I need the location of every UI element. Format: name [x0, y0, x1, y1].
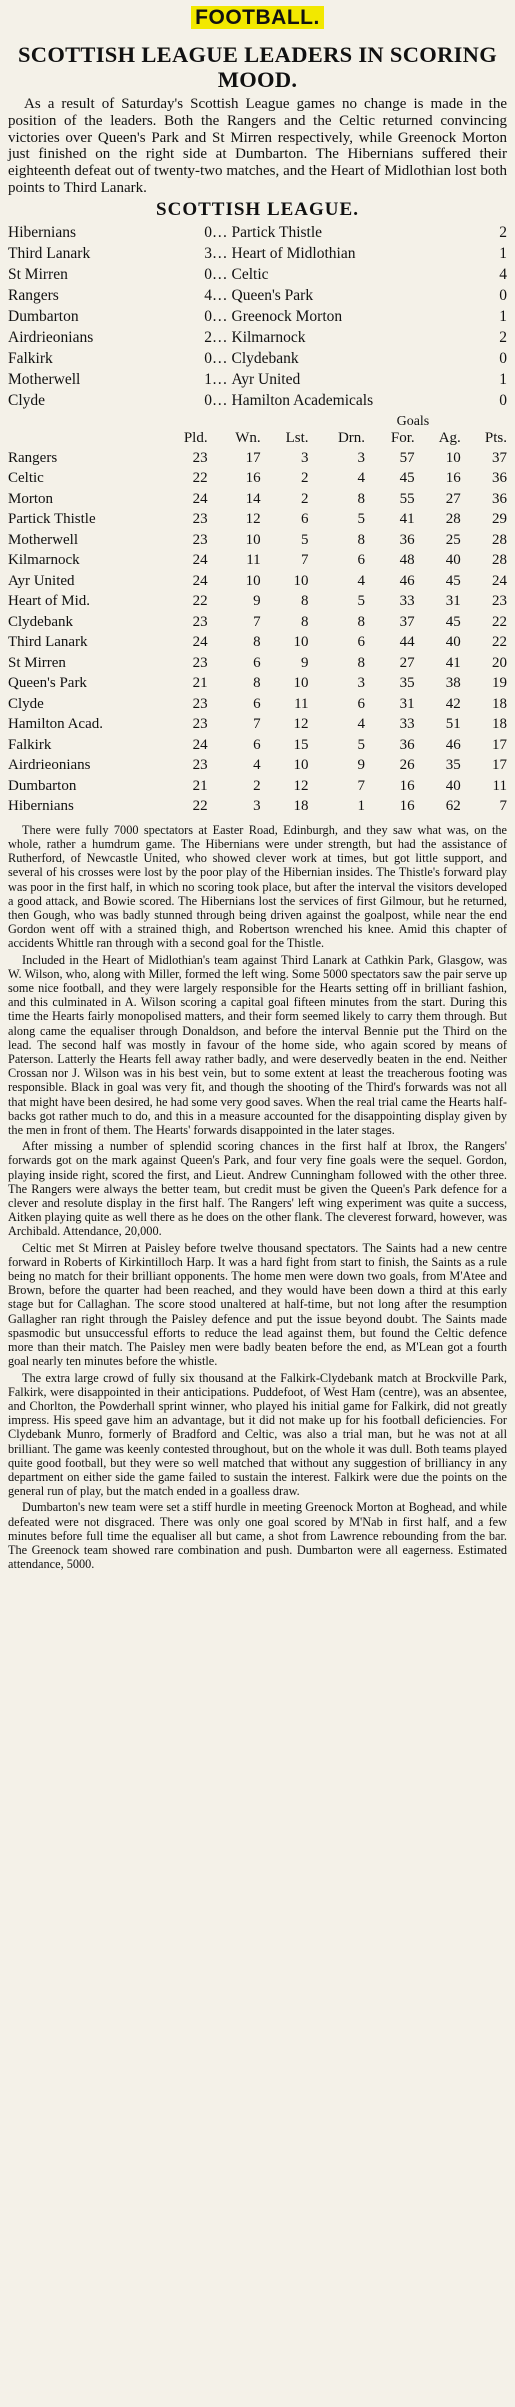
home-score: 0	[204, 392, 212, 410]
result-row	[8, 265, 507, 286]
stat-cell: 24	[192, 736, 208, 753]
stat-cell: 36	[399, 736, 415, 753]
stat-cell: 33	[399, 593, 415, 610]
match-report-paragraph: Celtic met St Mirren at Paisley before twelve thousand spectators. The Saints had a new centre forward in Roberts of Kirkintilloch Harp. It was a hard fight from start to finish, the Saints as a rule being no match for their brilliant opponents. The home men were down two goals, from M'Atee and Brown, before the quarter had been reached, and they would have been down a third at this early stage but for Callaghan. The score stood unaltered at half-time, but not long after the resumption Gallagher ran right through the Paisley defence and put the issue beyond doubt. The Saints made spasmodic but unsuccessful efforts to reduce the lead against them, but found the Celtic defence more than their match. The Paisley men were badly beaten before the end, as M'Lean got a fourth goal nearly ten minutes before the whistle.	[8, 1240, 507, 1369]
stat-cell: 9	[357, 757, 366, 774]
stat-cell: 46	[399, 572, 415, 589]
away-team: Ayr United	[231, 371, 301, 389]
stat-cell: 21	[192, 675, 208, 692]
home-score: 4	[204, 287, 212, 305]
stat-cell: 21	[192, 777, 208, 794]
stat-cell: 2	[253, 777, 261, 794]
result-separator: …	[212, 224, 228, 242]
home-team: St Mirren	[8, 266, 68, 284]
stat-cell: 6	[253, 654, 261, 671]
standings-header-row	[8, 430, 507, 448]
stat-cell: 35	[445, 757, 461, 774]
stat-cell: 6	[357, 634, 366, 651]
stat-cell: 18	[293, 798, 309, 815]
stat-cell: 1	[357, 798, 366, 815]
team-name: Rangers	[8, 449, 58, 466]
team-name: Clyde	[8, 695, 44, 712]
stat-cell: 23	[192, 695, 208, 712]
home-score: 2	[204, 329, 212, 347]
stat-cell: 5	[301, 531, 309, 548]
stat-cell: 4	[253, 757, 261, 774]
standings-row	[8, 673, 507, 694]
stat-cell: 19	[492, 675, 507, 692]
away-score: 1	[499, 371, 507, 389]
stat-cell: 18	[492, 695, 507, 712]
stat-cell: 10	[245, 572, 261, 589]
stat-cell: 28	[492, 531, 507, 548]
stat-cell: 27	[445, 490, 461, 507]
stat-cell: 8	[357, 613, 366, 630]
column-header: Drn.	[337, 430, 366, 447]
stat-cell: 23	[192, 757, 208, 774]
away-score: 0	[499, 350, 507, 368]
stat-cell: 8	[357, 531, 366, 548]
home-team: Motherwell	[8, 371, 81, 389]
stat-cell: 24	[192, 572, 208, 589]
stat-cell: 36	[492, 470, 507, 487]
stat-cell: 8	[357, 654, 366, 671]
result-separator: …	[212, 245, 228, 263]
stat-cell: 7	[357, 777, 366, 794]
home-team: Rangers	[8, 287, 59, 305]
stat-cell: 24	[192, 552, 208, 569]
stat-cell: 25	[445, 531, 461, 548]
result-row	[8, 223, 507, 244]
away-score: 0	[499, 287, 507, 305]
stat-cell: 17	[492, 757, 507, 774]
stat-cell: 45	[445, 572, 461, 589]
stat-cell: 3	[357, 675, 366, 692]
standings-row	[8, 448, 507, 469]
result-row	[8, 244, 507, 265]
stat-cell: 5	[357, 736, 366, 753]
stat-cell: 5	[357, 593, 366, 610]
stat-cell: 3	[253, 798, 261, 815]
stat-cell: 3	[301, 449, 309, 466]
goals-header: Goals	[396, 413, 430, 429]
result-row	[8, 349, 507, 370]
stat-cell: 20	[492, 654, 507, 671]
away-team: Greenock Morton	[231, 308, 343, 326]
stat-cell: 26	[399, 757, 415, 774]
result-separator: …	[212, 287, 228, 305]
stat-cell: 41	[445, 654, 461, 671]
home-team: Third Lanark	[8, 245, 91, 263]
stat-cell: 12	[293, 777, 309, 794]
standings-row	[8, 755, 507, 776]
stat-cell: 48	[399, 552, 415, 569]
stat-cell: 40	[445, 777, 461, 794]
stat-cell: 8	[253, 675, 261, 692]
stat-cell: 15	[293, 736, 309, 753]
stat-cell: 8	[357, 490, 366, 507]
stat-cell: 28	[445, 511, 461, 528]
stat-cell: 12	[293, 716, 309, 733]
stat-cell: 23	[192, 654, 208, 671]
stat-cell: 8	[253, 634, 261, 651]
stat-cell: 10	[293, 757, 309, 774]
stat-cell: 22	[492, 613, 507, 630]
result-row	[8, 286, 507, 307]
team-name: Heart of Mid.	[8, 593, 91, 610]
stat-cell: 9	[301, 654, 309, 671]
stat-cell: 42	[445, 695, 461, 712]
stat-cell: 6	[357, 695, 366, 712]
home-team: Hibernians	[8, 224, 77, 242]
stat-cell: 7	[253, 613, 261, 630]
home-team: Airdrieonians	[8, 329, 94, 347]
match-report-paragraph: There were fully 7000 spectators at Easter Road, Edinburgh, and they saw what was, on the whole, rather a humdrum game. The Hibernians were under strength, but had the assistance of Rutherford, of Newcastle United, who showed clever work at times, but got little support, and several of his crosses were lost by the poor play of the Hibernian insides. The Thistle's forward play was poor in the first half, in which no scoring took place, but after the interval the visitors developed a good attack, and Bowie scored. The Hibernians lost the services of first Gilmour, but he returned, then Gough, who was badly stunned through being driven against the goalpost, while near the end Gordon went off with a strained thigh, and Robertson wrenched his knee. Amid this chapter of accidents Whittle ran through with a second goal for the Thistle.	[8, 822, 507, 951]
stat-cell: 22	[192, 470, 208, 487]
stat-cell: 6	[301, 511, 309, 528]
home-score: 0	[204, 308, 212, 326]
standings-row	[8, 489, 507, 510]
stat-cell: 62	[445, 798, 461, 815]
result-row	[8, 370, 507, 391]
stat-cell: 36	[492, 490, 507, 507]
match-report-paragraph: The extra large crowd of fully six thousand at the Falkirk-Clydebank match at Brockville Park, Falkirk, were disappointed in their anticipations. Puddefoot, of West Ham (centre), was an absentee, and Chorlton, the Powderhall sprint winner, who played his initial game for Falkirk, did not greatly impress. His speed gave him an advantage, but it did not make up for his football deficiencies. For Clydebank Munro, formerly of Bradford and Celtic, was also a trial man, but he was not at all brilliant. The game was keenly contested throughout, but on the whole it was dull. Both teams played quite good football, but they were so well matched that without any suggestion of brilliancy in any department on either side the game failed to sustain the interest. Falkirk were due the points on the general run of play, but the match ended in a goalless draw.	[8, 1370, 507, 1499]
away-team: Heart of Midlothian	[231, 245, 356, 263]
away-team: Partick Thistle	[231, 224, 323, 242]
result-separator: …	[212, 308, 228, 326]
result-separator: …	[212, 392, 228, 410]
newspaper-column	[0, 6, 515, 1571]
team-name: Hibernians	[8, 798, 74, 815]
stat-cell: 18	[492, 716, 507, 733]
goals-header-row	[8, 414, 507, 430]
match-report-paragraph: After missing a number of splendid scoring chances in the first half at Ibrox, the Rangers' forwards got on the mark against Queen's Park, and four very fine goals were the sequel. Gordon, playing inside right, scored the first, and Lieut. Andrew Cunningham followed with the other three. The Rangers were always the better team, but credit must be given the Queen's Park defence for a clever and resolute display in the first half. The Rangers' left wing experiment was quite a success, Aitken playing quite as well there as he does on the other flank. The cleverest forward, however, was Archibald. Attendance, 20,000.	[8, 1139, 507, 1239]
stat-cell: 41	[399, 511, 415, 528]
stat-cell: 16	[399, 798, 415, 815]
standings-row	[8, 632, 507, 653]
stat-cell: 22	[492, 634, 507, 651]
stat-cell: 9	[253, 593, 261, 610]
match-report-paragraph: Dumbarton's new team were set a stiff hurdle in meeting Greenock Morton at Boghead, and while defeated were not disgraced. There was only one goal scored by M'Nab in first half, and a few minutes before full time the equaliser all but came, a shot from Lawrence rebounding from the bar. The Greenock team showed rare combination and push. Dumbarton were all eagerness. Estimated attendance, 5000.	[8, 1500, 507, 1572]
stat-cell: 57	[399, 449, 415, 466]
stat-cell: 22	[192, 798, 208, 815]
home-score: 3	[204, 245, 212, 263]
stat-cell: 40	[445, 552, 461, 569]
standings-row	[8, 735, 507, 756]
stat-cell: 40	[445, 634, 461, 651]
standings-row	[8, 509, 507, 530]
away-team: Kilmarnock	[231, 329, 306, 347]
stat-cell: 31	[399, 695, 415, 712]
home-score: 0	[204, 224, 212, 242]
stat-cell: 38	[445, 675, 461, 692]
stat-cell: 45	[445, 613, 461, 630]
stat-cell: 10	[245, 531, 261, 548]
stat-cell: 10	[293, 572, 309, 589]
article-body	[8, 823, 507, 1572]
league-title: SCOTTISH LEAGUE.	[156, 198, 359, 220]
stat-cell: 4	[357, 470, 366, 487]
stat-cell: 33	[399, 716, 415, 733]
standings-row	[8, 612, 507, 633]
away-score: 2	[499, 329, 507, 347]
stat-cell: 23	[192, 449, 208, 466]
article-intro: As a result of Saturday's Scottish League games no change is made in the position of the leaders. Both the Rangers and the Celtic returned convincing victories over Queen's Park and St Mirren respectively, while Greenock Morton just finished on the right side at Dumbarton. The Hibernians suffered their eighteenth defeat out of twenty-two matches, and the Heart of Midlothian lost both points to Third Lanark.	[8, 96, 507, 196]
stat-cell: 14	[245, 490, 261, 507]
stat-cell: 35	[399, 675, 415, 692]
stat-cell: 37	[492, 449, 507, 466]
article-headline: SCOTTISH LEAGUE LEADERS IN SCORING MOOD.	[17, 42, 498, 92]
stat-cell: 23	[192, 716, 208, 733]
standings-row	[8, 468, 507, 489]
team-name: Airdrieonians	[8, 757, 91, 774]
stat-cell: 10	[293, 675, 309, 692]
standings-row	[8, 550, 507, 571]
column-header: Ag.	[438, 430, 461, 447]
result-separator: …	[212, 266, 228, 284]
stat-cell: 6	[253, 736, 261, 753]
stat-cell: 24	[192, 634, 208, 651]
stat-cell: 16	[445, 470, 461, 487]
stat-cell: 6	[253, 695, 261, 712]
stat-cell: 8	[301, 613, 309, 630]
team-name: Hamilton Acad.	[8, 716, 103, 733]
home-team: Falkirk	[8, 350, 53, 368]
column-header: Pld.	[183, 430, 208, 447]
home-team: Clyde	[8, 392, 46, 410]
stat-cell: 27	[399, 654, 415, 671]
column-header: Wn.	[235, 430, 261, 447]
stat-cell: 29	[492, 511, 507, 528]
standings-row	[8, 530, 507, 551]
stat-cell: 11	[294, 695, 309, 712]
team-name: Ayr United	[8, 572, 75, 589]
stat-cell: 5	[357, 511, 366, 528]
team-name: Clydebank	[8, 613, 73, 630]
home-score: 0	[204, 266, 212, 284]
stat-cell: 4	[357, 572, 366, 589]
stat-cell: 55	[399, 490, 415, 507]
stat-cell: 31	[445, 593, 461, 610]
stat-cell: 7	[301, 552, 309, 569]
home-score: 1	[204, 371, 212, 389]
team-name: Queen's Park	[8, 675, 87, 692]
stat-cell: 44	[399, 634, 415, 651]
stat-cell: 16	[399, 777, 415, 794]
stat-cell: 37	[399, 613, 415, 630]
standings-row	[8, 591, 507, 612]
match-report-paragraph: Included in the Heart of Midlothian's team against Third Lanark at Cathkin Park, Glasgow, was W. Wilson, who, along with Miller, formed the left wing. Some 5000 spectators saw the pair serve up some nice football, and they were largely responsible for the Hearts setting off in brilliant fashion, and this culminated in A. Wilson scoring a capital goal fifteen minutes from the start. During this time the Hearts fairly monopolised matters, and their form seemed likely to carry them through. But along came the equaliser through Donaldson, and before the interval Bennie put the Third on the lead. The second half was mostly in favour of the home side, who again scored by means of Paterson. Latterly the Hearts fell away rather badly, and were deservedly beaten in the end. Neither Crossan nor J. Wilson was in his best vein, but to some extent at least the treacherous footing was responsible. Black in goal was very fit, and though the shooting of the Third's forwards was not all that might have been desired, he had some very good saves. When the real trial came the Hearts half-backs got rather much to do, and this in a measure accounted for the disappointing display given by the men in front of them. The Hearts' forwards disappointed in the later stages.	[8, 952, 507, 1138]
team-name: Celtic	[8, 470, 44, 487]
standings-row	[8, 796, 507, 817]
away-team: Hamilton Academicals	[231, 392, 374, 410]
team-name: Dumbarton	[8, 777, 77, 794]
away-score: 1	[499, 245, 507, 263]
stat-cell: 22	[192, 593, 208, 610]
column-header: Lst.	[285, 430, 309, 447]
stat-cell: 24	[492, 572, 507, 589]
stat-cell: 17	[492, 736, 507, 753]
stat-cell: 3	[357, 449, 366, 466]
stat-cell: 6	[357, 552, 366, 569]
away-team: Celtic	[231, 266, 269, 284]
stat-cell: 2	[301, 490, 309, 507]
team-name: Third Lanark	[8, 634, 88, 651]
section-kicker	[8, 6, 507, 32]
stat-cell: 23	[492, 593, 507, 610]
team-name: Kilmarnock	[8, 552, 80, 569]
stat-cell: 10	[293, 634, 309, 651]
stat-cell: 28	[492, 552, 507, 569]
result-row	[8, 307, 507, 328]
stat-cell: 16	[245, 470, 261, 487]
stat-cell: 17	[245, 449, 261, 466]
stat-cell: 23	[192, 613, 208, 630]
standings-row	[8, 653, 507, 674]
stat-cell: 11	[492, 777, 507, 794]
team-name: St Mirren	[8, 654, 66, 671]
team-name: Partick Thistle	[8, 511, 96, 528]
stat-cell: 8	[301, 593, 309, 610]
result-separator: …	[212, 350, 228, 368]
away-score: 0	[499, 392, 507, 410]
away-score: 4	[499, 266, 507, 284]
standings-row	[8, 776, 507, 797]
stat-cell: 10	[445, 449, 461, 466]
stat-cell: 7	[253, 716, 261, 733]
stat-cell: 24	[192, 490, 208, 507]
standings-row	[8, 571, 507, 592]
stat-cell: 23	[192, 531, 208, 548]
stat-cell: 23	[192, 511, 208, 528]
home-team: Dumbarton	[8, 308, 79, 326]
result-separator: …	[212, 371, 228, 389]
standings-row	[8, 714, 507, 735]
stat-cell: 7	[499, 798, 507, 815]
team-name: Morton	[8, 490, 53, 507]
column-header: Pts.	[484, 430, 507, 447]
stat-cell: 12	[245, 511, 261, 528]
result-row	[8, 328, 507, 349]
stat-cell: 11	[246, 552, 261, 569]
result-separator: …	[212, 329, 228, 347]
away-team: Clydebank	[231, 350, 299, 368]
results-table	[8, 223, 507, 412]
team-name: Falkirk	[8, 736, 52, 753]
result-row	[8, 391, 507, 412]
column-header: For.	[390, 430, 415, 447]
stat-cell: 2	[301, 470, 309, 487]
away-score: 2	[499, 224, 507, 242]
stat-cell: 51	[445, 716, 461, 733]
standings-row	[8, 694, 507, 715]
away-score: 1	[499, 308, 507, 326]
kicker-label: FOOTBALL.	[191, 6, 324, 29]
team-name: Motherwell	[8, 531, 78, 548]
stat-cell: 4	[357, 716, 366, 733]
home-score: 0	[204, 350, 212, 368]
standings-table	[8, 414, 507, 817]
away-team: Queen's Park	[231, 287, 314, 305]
stat-cell: 46	[445, 736, 461, 753]
stat-cell: 36	[399, 531, 415, 548]
team-header	[8, 430, 158, 448]
stat-cell: 45	[399, 470, 415, 487]
